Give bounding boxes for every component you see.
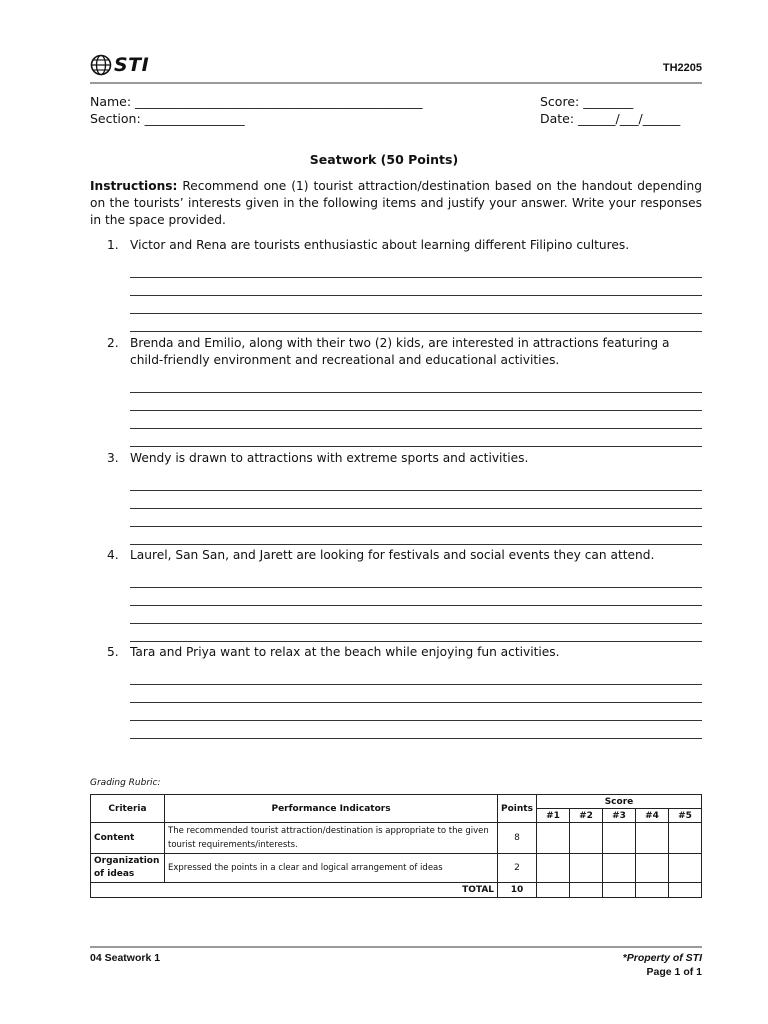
question-text: Wendy is drawn to attractions with extreme sports and activities. xyxy=(130,451,529,465)
student-info-fields xyxy=(90,94,702,128)
question-text: Tara and Priya want to relax at the beach while enjoying fun activities. xyxy=(130,645,560,659)
question-number: 5. xyxy=(107,645,119,659)
question-text: Brenda and Emilio, along with their two (2) kids, are interested in attractions featuring a child-friendly environment and recreational and educational activities. xyxy=(130,336,670,367)
score-cell[interactable] xyxy=(536,883,569,898)
page-header xyxy=(90,54,702,84)
score-cell[interactable] xyxy=(635,823,668,854)
answer-line[interactable] xyxy=(130,588,702,606)
answer-line[interactable] xyxy=(130,624,702,642)
score-cell[interactable] xyxy=(668,883,701,898)
score-cell[interactable] xyxy=(668,854,701,883)
indicator-cell: Expressed the points in a clear and logical arrangement of ideas xyxy=(165,854,498,883)
question-item-4 xyxy=(90,547,702,642)
header-score-5: #5 xyxy=(668,809,701,823)
table-row xyxy=(91,823,702,854)
answer-line[interactable] xyxy=(130,314,702,332)
question-number: 3. xyxy=(107,451,119,465)
indicator-cell: The recommended tourist attraction/destination is appropriate to the given tourist requirements/interests. xyxy=(165,823,498,854)
answer-line[interactable] xyxy=(130,375,702,393)
answer-area-1[interactable] xyxy=(130,260,702,332)
document-code: TH2205 xyxy=(662,62,702,74)
answer-line[interactable] xyxy=(130,703,702,721)
question-item-2 xyxy=(90,335,702,447)
question-number: 4. xyxy=(107,548,119,562)
question-item-5 xyxy=(90,644,702,739)
sti-logo xyxy=(90,54,149,76)
answer-line[interactable] xyxy=(130,278,702,296)
page-title: Seatwork (50 Points) xyxy=(309,152,459,167)
score-cell[interactable] xyxy=(602,883,635,898)
instructions xyxy=(90,178,702,229)
question-item-3 xyxy=(90,450,702,545)
answer-line[interactable] xyxy=(130,393,702,411)
header-score-4: #4 xyxy=(635,809,668,823)
score-cell[interactable] xyxy=(569,823,602,854)
answer-line[interactable] xyxy=(130,411,702,429)
score-cell[interactable] xyxy=(668,823,701,854)
criteria-cell: Organization of ideas xyxy=(91,854,165,883)
header-score: Score xyxy=(536,795,701,809)
answer-line[interactable] xyxy=(130,570,702,588)
total-label: TOTAL xyxy=(91,883,498,898)
footer-page-number: Page 1 of 1 xyxy=(646,966,702,978)
logo-text: STI xyxy=(114,54,150,76)
total-value: 10 xyxy=(498,883,537,898)
instructions-text: Recommend one (1) tourist attraction/destination based on the handout depending on the tourists’ interests given in the following items and justify your answer. Write your responses in the space provided. xyxy=(90,179,702,227)
score-cell[interactable] xyxy=(569,883,602,898)
criteria-cell: Content xyxy=(91,823,165,854)
question-number: 2. xyxy=(107,336,119,350)
answer-line[interactable] xyxy=(130,527,702,545)
score-cell[interactable] xyxy=(536,854,569,883)
header-points: Points xyxy=(498,795,537,823)
answer-line[interactable] xyxy=(130,491,702,509)
answer-line[interactable] xyxy=(130,667,702,685)
answer-line[interactable] xyxy=(130,721,702,739)
score-field[interactable]: Score: ________ xyxy=(540,94,634,109)
header-criteria: Criteria xyxy=(91,795,165,823)
question-text: Victor and Rena are tourists enthusiastic about learning different Filipino cultures. xyxy=(130,238,630,252)
footer-right xyxy=(623,951,702,979)
table-row xyxy=(91,854,702,883)
name-field[interactable]: Name: ______________________________________________ xyxy=(90,94,423,109)
score-cell[interactable] xyxy=(635,883,668,898)
answer-line[interactable] xyxy=(130,473,702,491)
answer-line[interactable] xyxy=(130,296,702,314)
answer-line[interactable] xyxy=(130,685,702,703)
question-text: Laurel, San San, and Jarett are looking for festivals and social events they can attend. xyxy=(130,548,655,562)
total-row xyxy=(91,883,702,898)
date-field[interactable]: Date: ______/___/______ xyxy=(540,111,681,126)
rubric-label: Grading Rubric: xyxy=(90,778,161,788)
header-performance: Performance Indicators xyxy=(165,795,498,823)
score-cell[interactable] xyxy=(569,854,602,883)
question-number: 1. xyxy=(107,238,119,252)
question-item-1 xyxy=(90,237,702,332)
answer-area-4[interactable] xyxy=(130,570,702,642)
globe-icon xyxy=(90,54,112,76)
answer-line[interactable] xyxy=(130,606,702,624)
header-score-1: #1 xyxy=(536,809,569,823)
section-field[interactable]: Section: ________________ xyxy=(90,111,245,126)
answer-area-2[interactable] xyxy=(130,375,702,447)
footer-divider xyxy=(90,946,702,948)
answer-area-5[interactable] xyxy=(130,667,702,739)
instructions-label: Instructions: xyxy=(90,179,178,193)
grading-rubric-table xyxy=(90,794,702,898)
header-divider xyxy=(90,82,702,84)
header-score-2: #2 xyxy=(569,809,602,823)
points-cell: 8 xyxy=(498,823,537,854)
score-cell[interactable] xyxy=(602,823,635,854)
points-cell: 2 xyxy=(498,854,537,883)
answer-line[interactable] xyxy=(130,260,702,278)
header-score-3: #3 xyxy=(602,809,635,823)
answer-line[interactable] xyxy=(130,429,702,447)
score-cell[interactable] xyxy=(635,854,668,883)
score-cell[interactable] xyxy=(602,854,635,883)
score-cell[interactable] xyxy=(536,823,569,854)
footer-doc-title: 04 Seatwork 1 xyxy=(90,952,161,964)
footer-property: *Property of STI xyxy=(622,952,702,964)
answer-line[interactable] xyxy=(130,509,702,527)
answer-area-3[interactable] xyxy=(130,473,702,545)
